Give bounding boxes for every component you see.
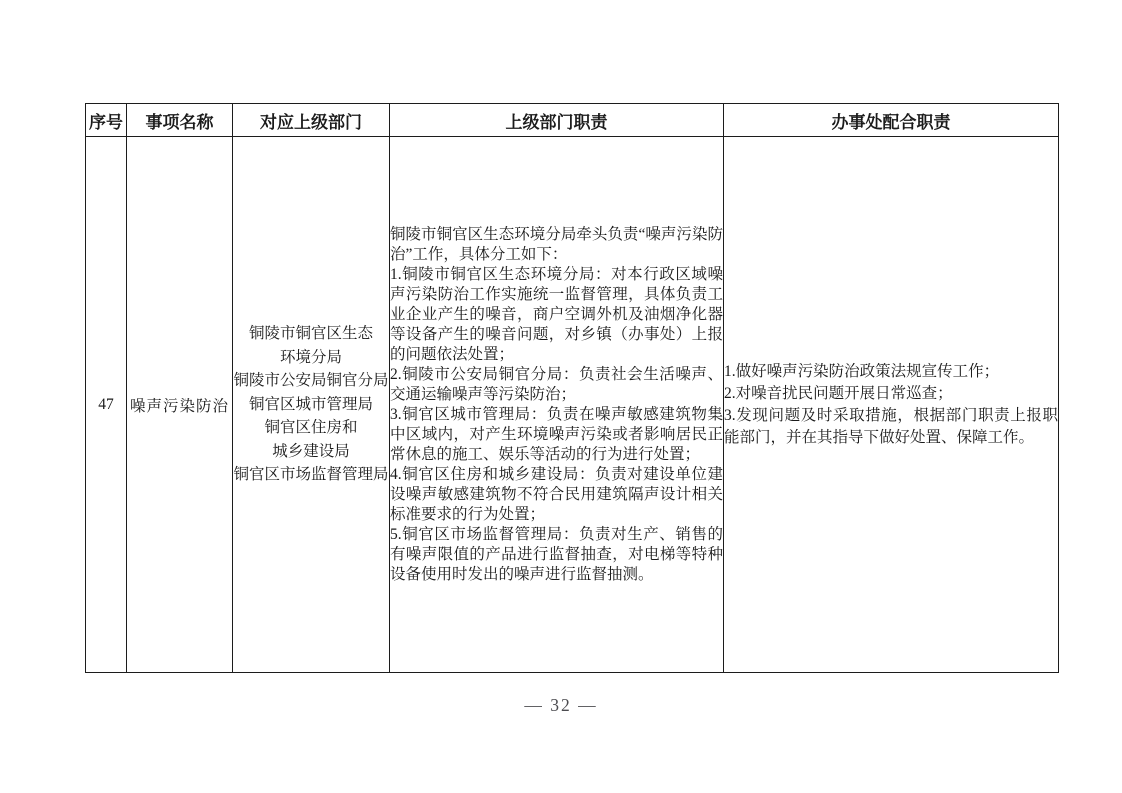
column-header-superior-duties: 上级部门职责 xyxy=(390,104,724,137)
column-header-superior-dept: 对应上级部门 xyxy=(233,104,390,137)
responsibility-table xyxy=(85,103,1059,673)
department-line: 铜陵市铜官区生态 xyxy=(248,325,373,343)
superior-duty-paragraph: 5.铜官区市场监督管理局：负责对生产、销售的有噪声限值的产品进行监督抽查，对电梯等特种设备使用时发出的噪声进行监督抽测。 xyxy=(390,525,723,583)
page-number: — 32 — xyxy=(524,695,598,715)
department-line: 铜陵市公安局铜官分局 xyxy=(233,372,389,390)
cell-superior-duties xyxy=(390,137,724,673)
office-duty-paragraph: 3.发现问题及时采取措施，根据部门职责上报职能部门，并在其指导下做好处置、保障工作。 xyxy=(724,406,1058,446)
cell-item-name: 噪声污染防治 xyxy=(127,137,233,673)
department-line: 铜官区住房和 xyxy=(264,419,358,437)
cell-office-duties xyxy=(724,137,1059,673)
superior-duty-paragraph: 铜陵市铜官区生态环境分局牵头负责“噪声污染防治”工作，具体分工如下： xyxy=(390,225,723,263)
column-header-office-duties: 办事处配合职责 xyxy=(724,104,1059,137)
department-line: 铜官区市场监督管理局 xyxy=(233,466,389,484)
superior-duty-paragraph: 4.铜官区住房和城乡建设局：负责对建设单位建设噪声敏感建筑物不符合民用建筑隔声设计相关标准要求的行为处置； xyxy=(390,465,723,523)
department-line: 铜官区城市管理局 xyxy=(248,395,373,413)
superior-duty-paragraph: 3.铜官区城市管理局：负责在噪声敏感建筑物集中区域内，对产生环境噪声污染或者影响居民正常休息的施工、娱乐等活动的行为进行处置； xyxy=(390,405,723,463)
department-line: 环境分局 xyxy=(279,348,342,366)
office-duty-paragraph: 2.对噪音扰民问题开展日常巡查； xyxy=(724,384,953,402)
cell-superior-departments xyxy=(233,137,390,673)
cell-seq-number: 47 xyxy=(86,137,127,673)
office-duty-paragraph: 1.做好噪声污染防治政策法规宣传工作； xyxy=(724,362,1000,380)
table-row xyxy=(86,137,1059,673)
department-line: 城乡建设局 xyxy=(272,442,350,460)
superior-duty-paragraph: 2.铜陵市公安局铜官分局：负责社会生活噪声、交通运输噪声等污染防治； xyxy=(390,365,723,403)
table-header-row xyxy=(86,104,1059,137)
superior-duty-paragraph: 1.铜陵市铜官区生态环境分局：对本行政区域噪声污染防治工作实施统一监督管理，具体负责工业企业产生的噪音，商户空调外机及油烟净化器等设备产生的噪音问题，对乡镇（办事处）上报的问题依法处置； xyxy=(390,265,723,363)
column-header-seq: 序号 xyxy=(86,104,127,137)
column-header-item-name: 事项名称 xyxy=(127,104,233,137)
